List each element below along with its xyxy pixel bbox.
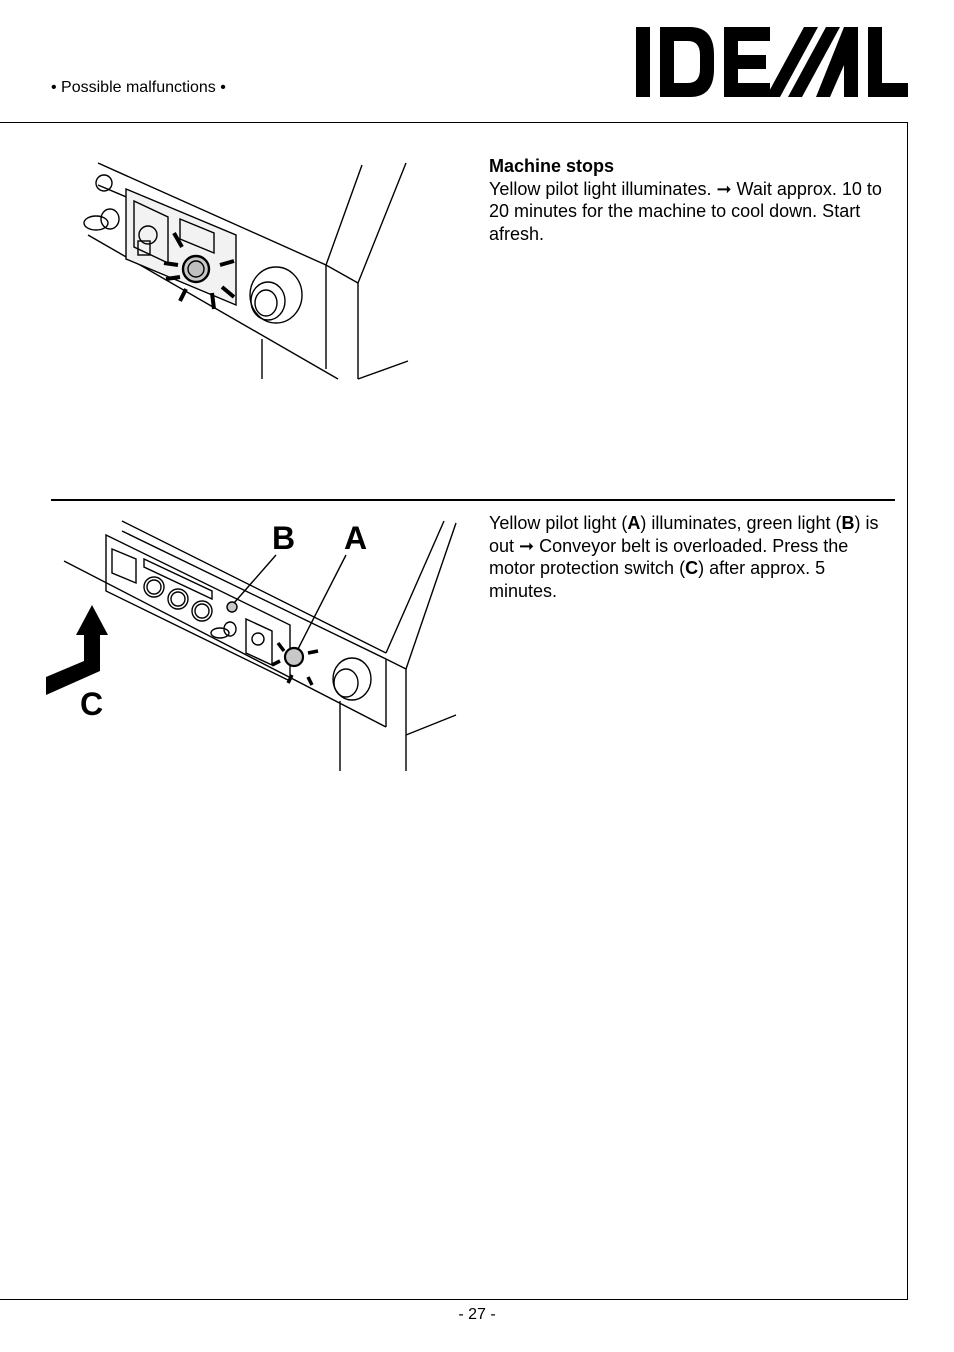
page-number: - 27 -	[458, 1306, 496, 1323]
section-title: • Possible malfunctions •	[51, 79, 226, 96]
section-divider	[51, 499, 895, 501]
conveyor-overload-block	[489, 512, 884, 602]
callout-a: A	[344, 520, 368, 556]
machine-control-panel-illustration	[62, 155, 422, 385]
conveyor-control-panel-illustration	[40, 515, 460, 775]
conveyor-overload-text: Yellow pilot light (A) illuminates, green light (B) is out ➞ Conveyor belt is overloaded. Press the motor protection switch (C) after approx. 5 minutes.	[489, 513, 879, 601]
callout-b: B	[272, 520, 296, 556]
ideal-logo	[634, 25, 910, 99]
frame-top-rule	[0, 122, 908, 123]
machine-stops-block	[489, 155, 884, 245]
callout-c: C	[80, 686, 104, 722]
machine-stops-heading: Machine stops	[489, 156, 615, 176]
machine-stops-text: Yellow pilot light illuminates. ➞ Wait approx. 10 to 20 minutes for the machine to cool down. Start afresh.	[489, 178, 882, 244]
frame-right-rule	[907, 122, 908, 1300]
frame-bottom-rule	[0, 1299, 908, 1300]
